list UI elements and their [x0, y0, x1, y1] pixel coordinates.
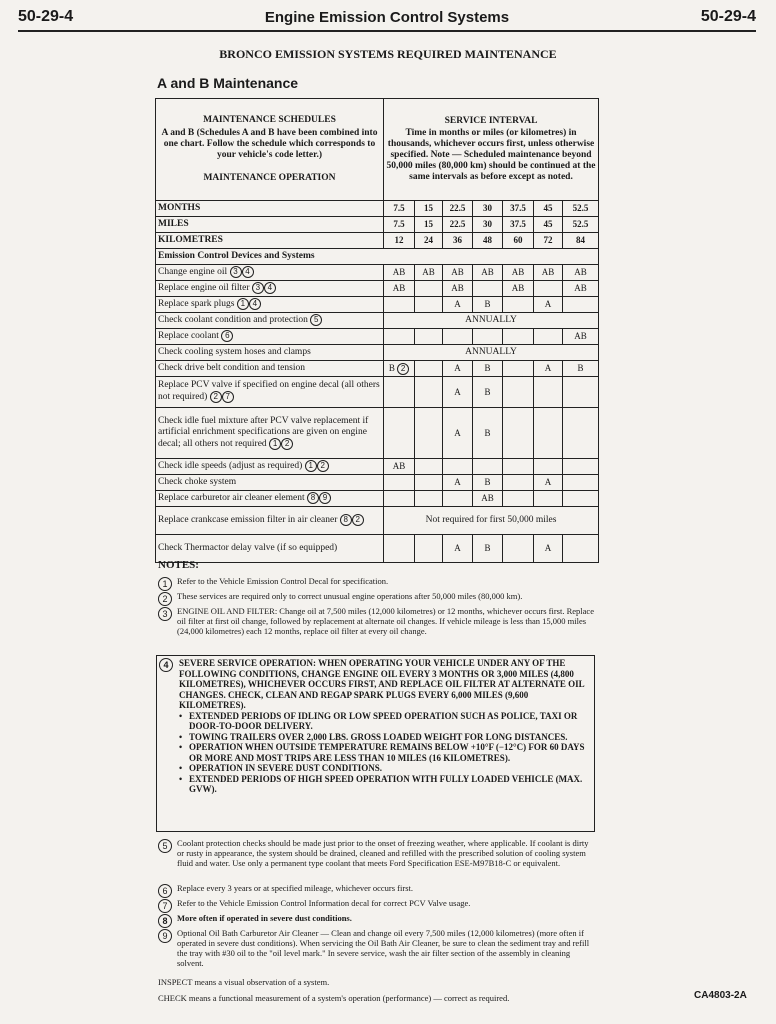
- schedule-cell: [503, 535, 534, 563]
- schedule-cell: [503, 281, 534, 297]
- note-number: 9: [158, 929, 172, 943]
- schedule-cell: [503, 475, 534, 491]
- note-reference-icon: 8: [340, 514, 352, 526]
- schedule-value: A: [544, 543, 552, 553]
- operation-text: Replace engine oil filter: [158, 283, 250, 294]
- interval-value: 30: [473, 217, 503, 233]
- operation-text: Replace PCV valve if specified on engine decal (all others not required): [158, 380, 380, 403]
- inspect-definition: INSPECT means a visual observation of a system.: [158, 977, 330, 987]
- schedule-value: A: [454, 427, 461, 438]
- note-reference-icon: 2: [210, 391, 222, 403]
- schedule-value: AB: [511, 283, 525, 293]
- note-reference-icon: 9: [319, 492, 331, 504]
- schedule-value: AB: [451, 267, 464, 277]
- note-reference-icon: 8: [307, 492, 319, 504]
- schedule-cell: [384, 329, 415, 345]
- note-text: Coolant protection checks should be made just prior to the onset of freezing weather, where applicable. If coolant is dirty or rusty in appearance, the system should be drained, cleaned and refilled with the prescribed solution of cooling system fluid and water. Use only a permanent type coolant that meets Ford Specification ESE-M97B18-C or equivalent.: [177, 838, 589, 868]
- schedule-value: B: [577, 363, 584, 373]
- note-number: 7: [158, 899, 172, 913]
- schedule-value: A: [454, 363, 461, 373]
- table-row: [156, 281, 599, 297]
- schedule-value: AB: [511, 267, 525, 277]
- note-number: 5: [158, 839, 172, 853]
- schedule-cell: [384, 265, 415, 281]
- schedule-value: B: [484, 386, 491, 397]
- interval-value: 24: [415, 233, 443, 249]
- note-reference-icon: 2: [281, 438, 293, 450]
- table-header-row: [156, 99, 599, 201]
- note-9: [158, 928, 595, 968]
- note-text: These services are required only to correct unusual engine operations after 50,000 miles (80,000 km).: [177, 591, 523, 601]
- schedule-cell: [503, 408, 534, 459]
- interval-value: 84: [563, 233, 599, 249]
- schedule-value: A: [544, 363, 552, 373]
- schedule-value: AB: [481, 267, 494, 277]
- schedule-cell: [473, 408, 503, 459]
- schedule-cell: [415, 459, 443, 475]
- operation-text: Check idle speeds (adjust as required): [158, 461, 303, 472]
- interval-value: 52.5: [563, 201, 599, 217]
- schedule-value: AB: [392, 461, 406, 471]
- schedule-value: AB: [422, 267, 435, 277]
- schedule-cell: [503, 265, 534, 281]
- schedule-cell: [563, 408, 599, 459]
- maintenance-table: [155, 98, 599, 563]
- schedule-value: AB: [451, 283, 464, 293]
- schedule-value: A: [454, 386, 461, 397]
- operation-cell: [156, 475, 384, 491]
- interval-value: 52.5: [563, 217, 599, 233]
- operation-cell: [156, 361, 384, 377]
- schedule-cell: [534, 408, 563, 459]
- page-number-left: 50-29-4: [18, 8, 74, 25]
- table-row: [156, 265, 599, 281]
- schedule-cell: [563, 265, 599, 281]
- schedule-cell: [563, 361, 599, 377]
- note-number: 1: [158, 577, 172, 591]
- schedule-cell: [443, 297, 473, 313]
- service-interval-description: Time in months or miles (or kilometres) in thousands, whichever occurs first, unless otherwise specified. Note — Scheduled maintenance beyond 50,000 miles (80,000 km) should be continued at the same intervals as before except as noted.: [386, 128, 596, 182]
- page-header: [18, 6, 756, 32]
- schedule-cell: [473, 491, 503, 507]
- list-item: • EXTENDED PERIODS OF IDLING OR LOW SPEED OPERATION SUCH AS POLICE, TAXI OR DOOR-TO-DOOR DELIVERY.: [179, 711, 590, 732]
- note-reference-icon: 4: [242, 266, 254, 278]
- note-number: 3: [158, 607, 172, 621]
- schedule-cell: [443, 377, 473, 408]
- schedule-cell: [384, 297, 415, 313]
- operation-text: Change engine oil: [158, 267, 228, 278]
- schedule-value: AB: [541, 267, 555, 277]
- schedule-value: A: [544, 477, 552, 487]
- schedule-value: AB: [392, 267, 406, 277]
- note-reference-icon: 2: [317, 460, 329, 472]
- interval-value: 36: [443, 233, 473, 249]
- schedule-cell: [384, 361, 415, 377]
- note-reference-icon: 6: [221, 330, 233, 342]
- note-reference-icon: 4: [264, 282, 276, 294]
- note-reference-icon: 3: [252, 282, 264, 294]
- note-reference-icon: 1: [269, 438, 281, 450]
- schedule-cell: [415, 329, 443, 345]
- schedule-cell: [384, 408, 415, 459]
- schedule-cell: [563, 281, 599, 297]
- note-reference-icon: 4: [249, 298, 261, 310]
- schedule-cell: [473, 329, 503, 345]
- note-number: 8: [158, 914, 172, 928]
- schedule-cell: [384, 459, 415, 475]
- operation-text: Check idle fuel mixture after PCV valve replacement if artificial enrichment specifications are given on engine decal; all others not required: [158, 415, 369, 450]
- operation-cell: [156, 345, 384, 361]
- list-item: • TOWING TRAILERS OVER 2,000 LBS. GROSS LOADED WEIGHT FOR LONG DISTANCES.: [179, 732, 590, 743]
- operation-text: Replace spark plugs: [158, 299, 235, 310]
- schedule-cell: [534, 377, 563, 408]
- table-row: [156, 329, 599, 345]
- operation-text: Replace crankcase emission filter in air cleaner: [158, 515, 338, 526]
- note-number: 2: [158, 592, 172, 606]
- note-text: More often if operated in severe dust conditions.: [177, 913, 352, 923]
- note-number: 6: [158, 884, 172, 898]
- operation-cell: [156, 459, 384, 475]
- schedule-cell: [473, 361, 503, 377]
- schedule-value: A: [454, 543, 461, 553]
- operation-cell: [156, 491, 384, 507]
- operation-cell: [156, 408, 384, 459]
- note-text: Replace every 3 years or at specified mileage, whichever occurs first.: [177, 883, 414, 893]
- table-row: [156, 535, 599, 563]
- section-label: Emission Control Devices and Systems: [156, 249, 599, 265]
- note-text: ENGINE OIL AND FILTER: Change oil at 7,500 miles (12,000 kilometres) or 12 months, whichever occurs first. Replace oil filter at first oil change, followed by replacement at alternate oil changes. If vehicle mileage is less than 15,000 miles (24,000 kilometres) each 12 months, replace oil filter at every oil change.: [177, 606, 594, 636]
- schedule-cell: [415, 475, 443, 491]
- schedule-cell: [503, 491, 534, 507]
- schedule-value: B: [484, 477, 491, 487]
- schedule-cell: [473, 377, 503, 408]
- operation-text: Check cooling system hoses and clamps: [158, 347, 311, 357]
- note-3: [158, 606, 595, 636]
- interval-value: 7.5: [384, 201, 415, 217]
- list-item: • OPERATION WHEN OUTSIDE TEMPERATURE REMAINS BELOW +10°F (−12°C) FOR 60 DAYS OR MORE AND MOST TRIPS ARE LESS THAN 10 MILES (16 KILOMETRES).: [179, 742, 590, 763]
- table-row: [156, 507, 599, 535]
- schedule-cell: [384, 491, 415, 507]
- note-text: SEVERE SERVICE OPERATION: WHEN OPERATING YOUR VEHICLE UNDER ANY OF THE FOLLOWING CONDITIONS, CHANGE ENGINE OIL EVERY 3 MONTHS OR 3,000 MILES (4,800 KILOMETRES), WHICHEVER OCCURS FIRST, AND REPLACE OIL FILTER AT ALTERNATE OIL CHANGES. CHECK, CLEAN AND REGAP SPARK PLUGS EVERY 6,000 MILES (9,600 KILOMETRES).: [179, 658, 585, 710]
- notes-heading: NOTES:: [158, 559, 199, 571]
- table-row: [156, 313, 599, 329]
- page-number-right: 50-29-4: [700, 8, 756, 25]
- note-number: 4: [159, 658, 173, 672]
- schedule-cell: [534, 361, 563, 377]
- note-4-severe-service: [156, 655, 595, 832]
- schedule-value: B: [484, 363, 491, 373]
- schedule-cell: [503, 377, 534, 408]
- section-title: Engine Emission Control Systems: [264, 9, 510, 26]
- schedule-value: AB: [481, 493, 494, 503]
- interval-label: KILOMETRES: [156, 233, 384, 249]
- schedule-value: B: [388, 362, 395, 373]
- schedule-cell: [563, 535, 599, 563]
- interval-value: 30: [473, 201, 503, 217]
- table-row: [156, 408, 599, 459]
- schedule-cell: [473, 297, 503, 313]
- note-text: Optional Oil Bath Carburetor Air Cleaner — Clean and change oil every 7,500 miles (12,000 kilometres) (more often if operated in severe dust conditions). When servicing the Oil Bath Air Cleaner, be sure to clean the sediment tray and refill the tray with #30 oil to the "oil level mark." In severe service, wash the air filter section of the assembly in cleaning solvent.: [177, 928, 590, 968]
- operation-cell: [156, 265, 384, 281]
- schedule-cell: [503, 459, 534, 475]
- table-row: [156, 377, 599, 408]
- schedule-cell: [415, 535, 443, 563]
- schedule-cell: [443, 361, 473, 377]
- note-reference-icon: 2: [352, 514, 364, 526]
- note-reference-icon: 1: [237, 298, 249, 310]
- schedule-cell: [563, 377, 599, 408]
- schedule-cell: [473, 265, 503, 281]
- schedule-cell: [443, 459, 473, 475]
- operation-text: Check Thermactor delay valve (if so equipped): [158, 543, 338, 553]
- schedule-cell: [443, 281, 473, 297]
- schedule-cell: [415, 281, 443, 297]
- interval-value: 37.5: [503, 201, 534, 217]
- operation-text: Check choke system: [158, 477, 237, 487]
- interval-label: MONTHS: [156, 201, 384, 217]
- schedule-cell: [534, 329, 563, 345]
- schedules-description: A and B (Schedules A and B have been combined into one chart. Follow the schedule which corresponds to your vehicle's code letter.): [161, 128, 378, 160]
- schedule-cell: [443, 535, 473, 563]
- schedule-value: AB: [574, 283, 587, 293]
- schedule-cell: [415, 491, 443, 507]
- list-item: • EXTENDED PERIODS OF HIGH SPEED OPERATION WITH FULLY LOADED VEHICLE (MAX. GVW).: [179, 774, 590, 795]
- table-row: [156, 361, 599, 377]
- span-cell: ANNUALLY: [384, 313, 599, 329]
- schedule-cell: [443, 265, 473, 281]
- schedule-cell: [443, 491, 473, 507]
- note-7: [158, 898, 595, 911]
- schedule-cell: [563, 297, 599, 313]
- schedule-value: AB: [574, 331, 587, 341]
- table-row: [156, 459, 599, 475]
- schedule-cell: [563, 459, 599, 475]
- interval-value: 15: [415, 217, 443, 233]
- schedule-cell: [563, 475, 599, 491]
- schedule-cell: [534, 491, 563, 507]
- schedule-cell: [443, 329, 473, 345]
- note-5: [158, 838, 595, 868]
- operation-cell: [156, 313, 384, 329]
- schedule-cell: [563, 491, 599, 507]
- operation-text: Replace carburetor air cleaner element: [158, 493, 305, 504]
- schedule-cell: [503, 297, 534, 313]
- interval-value: 72: [534, 233, 563, 249]
- schedule-cell: [443, 408, 473, 459]
- operation-text: Check coolant condition and protection: [158, 315, 308, 326]
- schedule-cell: [473, 459, 503, 475]
- schedule-cell: [473, 281, 503, 297]
- schedule-cell: [534, 535, 563, 563]
- schedule-cell: [415, 265, 443, 281]
- section-row: [156, 249, 599, 265]
- schedule-cell: [503, 329, 534, 345]
- severe-conditions-list: [157, 711, 594, 795]
- interval-value: 60: [503, 233, 534, 249]
- interval-row: [156, 201, 599, 217]
- note-reference-icon: 2: [397, 363, 409, 375]
- interval-value: 22.5: [443, 217, 473, 233]
- note-6: [158, 883, 595, 896]
- table-row: [156, 297, 599, 313]
- schedule-cell: [473, 535, 503, 563]
- schedule-value: AB: [392, 283, 406, 293]
- operation-label: MAINTENANCE OPERATION: [203, 173, 336, 183]
- interval-value: 12: [384, 233, 415, 249]
- interval-value: 22.5: [443, 201, 473, 217]
- schedule-cell: [415, 297, 443, 313]
- schedule-cell: [563, 329, 599, 345]
- list-item: • OPERATION IN SEVERE DUST CONDITIONS.: [179, 763, 590, 774]
- interval-value: 48: [473, 233, 503, 249]
- span-cell: ANNUALLY: [384, 345, 599, 361]
- schedule-value: B: [484, 427, 491, 438]
- schedule-cell: [384, 377, 415, 408]
- operation-text: Replace coolant: [158, 331, 219, 342]
- schedules-header: MAINTENANCE SCHEDULES A and B (Schedules A and B have been combined into one chart. Follow the schedule which corresponds to your vehicle's code letter.) MAINTENANCE OPERATION: [156, 99, 384, 201]
- schedule-value: A: [544, 299, 552, 309]
- schedule-value: A: [454, 477, 461, 487]
- interval-value: 15: [415, 201, 443, 217]
- schedule-value: B: [484, 543, 491, 553]
- schedule-cell: [534, 265, 563, 281]
- note-reference-icon: 5: [310, 314, 322, 326]
- table-row: [156, 345, 599, 361]
- note-reference-icon: 3: [230, 266, 242, 278]
- note-8: [158, 913, 595, 926]
- interval-value: 45: [534, 201, 563, 217]
- interval-value: 37.5: [503, 217, 534, 233]
- schedule-cell: [534, 281, 563, 297]
- schedule-value: A: [454, 299, 461, 309]
- schedule-cell: [534, 297, 563, 313]
- schedule-cell: [473, 475, 503, 491]
- interval-value: 7.5: [384, 217, 415, 233]
- service-interval-header: SERVICE INTERVAL Time in months or miles (or kilometres) in thousands, whichever occurs first, unless otherwise specified. Note — Scheduled maintenance beyond 50,000 miles (80,000 km) should be continued at the same intervals as before except as noted.: [384, 99, 599, 201]
- operation-cell: [156, 281, 384, 297]
- note-text: Refer to the Vehicle Emission Control Information decal for correct PCV Valve usage.: [177, 898, 471, 908]
- schedule-cell: [384, 475, 415, 491]
- schedule-cell: [503, 361, 534, 377]
- schedule-cell: [384, 535, 415, 563]
- schedule-cell: [415, 361, 443, 377]
- figure-code: CA4803-2A: [694, 990, 747, 1001]
- note-reference-icon: 1: [305, 460, 317, 472]
- operation-cell: [156, 377, 384, 408]
- schedule-cell: [534, 459, 563, 475]
- note-1: [158, 576, 595, 589]
- schedule-value: AB: [574, 267, 587, 277]
- span-cell: Not required for first 50,000 miles: [384, 507, 599, 535]
- operation-cell: [156, 297, 384, 313]
- interval-row: [156, 217, 599, 233]
- operation-cell: [156, 329, 384, 345]
- note-text: Refer to the Vehicle Emission Control Decal for specification.: [177, 576, 389, 586]
- operation-text: Check drive belt condition and tension: [158, 363, 305, 373]
- schedule-cell: [415, 377, 443, 408]
- note-2: [158, 591, 595, 604]
- interval-row: [156, 233, 599, 249]
- document-title: BRONCO EMISSION SYSTEMS REQUIRED MAINTENANCE: [219, 47, 557, 61]
- schedule-cell: [415, 408, 443, 459]
- schedule-cell: [384, 281, 415, 297]
- table-row: [156, 475, 599, 491]
- note-reference-icon: 7: [222, 391, 234, 403]
- check-definition: CHECK means a functional measurement of a system's operation (performance) — correct as required.: [158, 993, 510, 1003]
- operation-cell: [156, 507, 384, 535]
- schedule-cell: [443, 475, 473, 491]
- schedule-cell: [534, 475, 563, 491]
- interval-label: MILES: [156, 217, 384, 233]
- subtitle: A and B Maintenance: [157, 75, 299, 91]
- schedule-value: B: [484, 299, 491, 309]
- interval-value: 45: [534, 217, 563, 233]
- table-row: [156, 491, 599, 507]
